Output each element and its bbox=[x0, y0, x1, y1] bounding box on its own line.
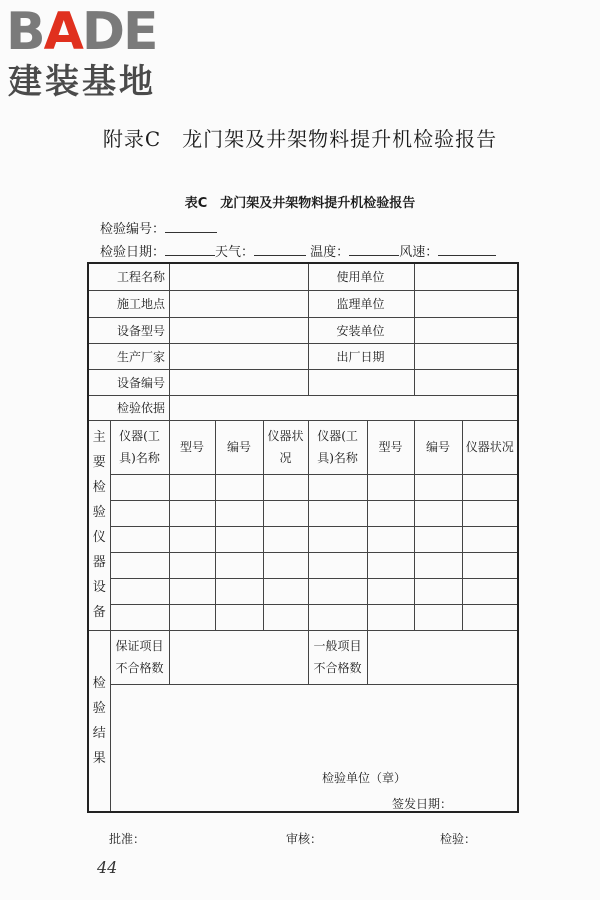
value-cell bbox=[414, 317, 518, 343]
col-header: 仪器状况 bbox=[462, 420, 518, 474]
serial-blank bbox=[165, 220, 217, 233]
inspect-label: 检验： bbox=[440, 832, 477, 846]
sign-date: 签发日期： bbox=[392, 797, 453, 811]
row-label: 安装单位 bbox=[308, 317, 414, 343]
info-row bbox=[88, 395, 518, 420]
value-cell bbox=[169, 263, 308, 290]
results-section-label: 检验结果 bbox=[88, 630, 110, 812]
row-label: 施工地点 bbox=[88, 290, 169, 317]
guarantee-value bbox=[169, 630, 308, 684]
value-cell bbox=[308, 369, 414, 395]
inspection-unit-stamp: 检验单位（章） bbox=[322, 771, 407, 785]
info-row bbox=[88, 369, 518, 395]
results-body-row bbox=[88, 684, 518, 812]
general-value bbox=[367, 630, 518, 684]
approve-label: 批准： bbox=[109, 832, 146, 846]
value-cell bbox=[169, 317, 308, 343]
instrument-row bbox=[88, 552, 518, 578]
table-title: 表C 龙门架及井架物料提升机检验报告 bbox=[184, 196, 416, 211]
bade-logo bbox=[6, 4, 176, 104]
row-label: 设备编号 bbox=[88, 369, 169, 395]
instrument-header-row bbox=[88, 420, 518, 474]
value-cell bbox=[414, 290, 518, 317]
col-header: 型号 bbox=[169, 420, 215, 474]
value-cell bbox=[414, 343, 518, 369]
info-row bbox=[88, 317, 518, 343]
inspection-form-table bbox=[87, 262, 519, 813]
instruments-section-label: 主要检验仪器设备 bbox=[88, 420, 110, 630]
info-row bbox=[88, 263, 518, 290]
row-label: 出厂日期 bbox=[308, 343, 414, 369]
col-header: 仪器(工具)名称 bbox=[110, 420, 169, 474]
info-row bbox=[88, 290, 518, 317]
results-body bbox=[110, 684, 518, 812]
instrument-row bbox=[88, 604, 518, 630]
col-header: 仪器(工具)名称 bbox=[308, 420, 367, 474]
logo-subtitle: 建装基地 bbox=[8, 62, 156, 102]
page-title: 附录C 龙门架及井架物料提升机检验报告 bbox=[102, 127, 498, 151]
value-cell bbox=[169, 343, 308, 369]
guarantee-label: 保证项目不合格数 bbox=[110, 630, 169, 684]
row-label: 生产厂家 bbox=[88, 343, 169, 369]
serial-line: 检验编号： bbox=[100, 218, 217, 237]
logo-wordmark: BADE bbox=[6, 2, 157, 62]
value-cell bbox=[169, 369, 308, 395]
row-label: 工程名称 bbox=[88, 263, 169, 290]
col-header: 仪器状况 bbox=[263, 420, 308, 474]
value-cell bbox=[414, 369, 518, 395]
results-count-row bbox=[88, 630, 518, 684]
date-weather-line: 检验日期： 天气： 温度： 风速： bbox=[100, 241, 496, 260]
value-cell bbox=[169, 290, 308, 317]
value-cell bbox=[169, 395, 518, 420]
instrument-row bbox=[88, 500, 518, 526]
col-header: 编号 bbox=[215, 420, 263, 474]
col-header: 编号 bbox=[414, 420, 462, 474]
instrument-row bbox=[88, 474, 518, 500]
row-label: 设备型号 bbox=[88, 317, 169, 343]
review-label: 审核： bbox=[286, 832, 323, 846]
value-cell bbox=[414, 263, 518, 290]
row-label: 监理单位 bbox=[308, 290, 414, 317]
col-header: 型号 bbox=[367, 420, 414, 474]
row-label: 检验依据 bbox=[88, 395, 169, 420]
general-label: 一般项目不合格数 bbox=[308, 630, 367, 684]
page-number: 44 bbox=[97, 858, 118, 877]
info-row bbox=[88, 343, 518, 369]
instrument-row bbox=[88, 526, 518, 552]
instrument-row bbox=[88, 578, 518, 604]
row-label: 使用单位 bbox=[308, 263, 414, 290]
